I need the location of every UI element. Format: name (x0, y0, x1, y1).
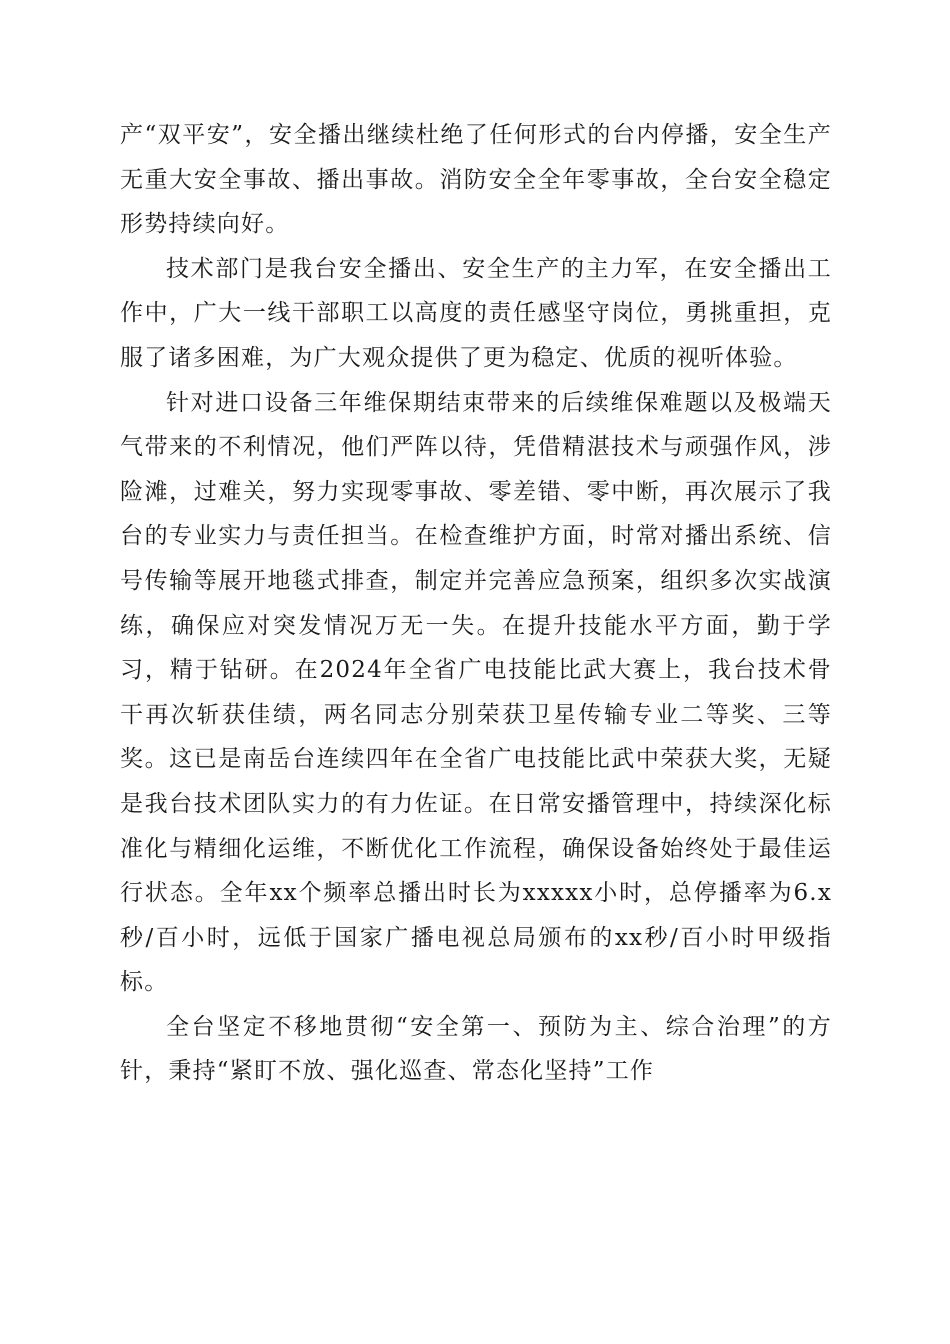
paragraph-technical-department: 技术部门是我台安全播出、安全生产的主力军，在安全播出工作中，广大一线干部职工以高度的责任感坚守岗位，勇挑重担，克服了诸多困难，为广大观众提供了更为稳定、优质的视听体验。 (120, 255, 832, 371)
document-page (120, 113, 832, 1094)
paragraph-maintenance-achievements: 针对进口设备三年维保期结束带来的后续维保难题以及极端天气带来的不利情况，他们严阵以待，凭借精湛技术与顽强作风，涉险滩，过难关，努力实现零事故、零差错、零中断，再次展示了我台的专业实力与责任担当。在检查维护方面，时常对播出系统、信号传输等展开地毯式排查，制定并完善应急预案，组织多次实战演练，确保应对突发情况万无一失。在提升技能水平方面，勤于学习，精于钻研。在2024年全省广电技能比武大赛上，我台技术骨干再次斩获佳绩，两名同志分别荣获卫星传输专业二等奖、三等奖。这已是南岳台连续四年在全省广电技能比武中荣获大奖，无疑是我台技术团队实力的有力佐证。在日常安播管理中，持续深化标准化与精细化运维，不断优化工作流程，确保设备始终处于最佳运行状态。全年xx个频率总播出时长为xxxxx小时，总停播率为6.x秒/百小时，远低于国家广播电视总局颁布的xx秒/百小时甲级指标。 (120, 389, 832, 996)
paragraph-safety-policy: 全台坚定不移地贯彻“安全第一、预防为主、综合治理”的方针，秉持“紧盯不放、强化巡查、常态化坚持”工作 (120, 1013, 832, 1085)
paragraph-continued: 产“双平安”，安全播出继续杜绝了任何形式的台内停播，安全生产无重大安全事故、播出事故。消防安全全年零事故，全台安全稳定形势持续向好。 (120, 122, 832, 238)
